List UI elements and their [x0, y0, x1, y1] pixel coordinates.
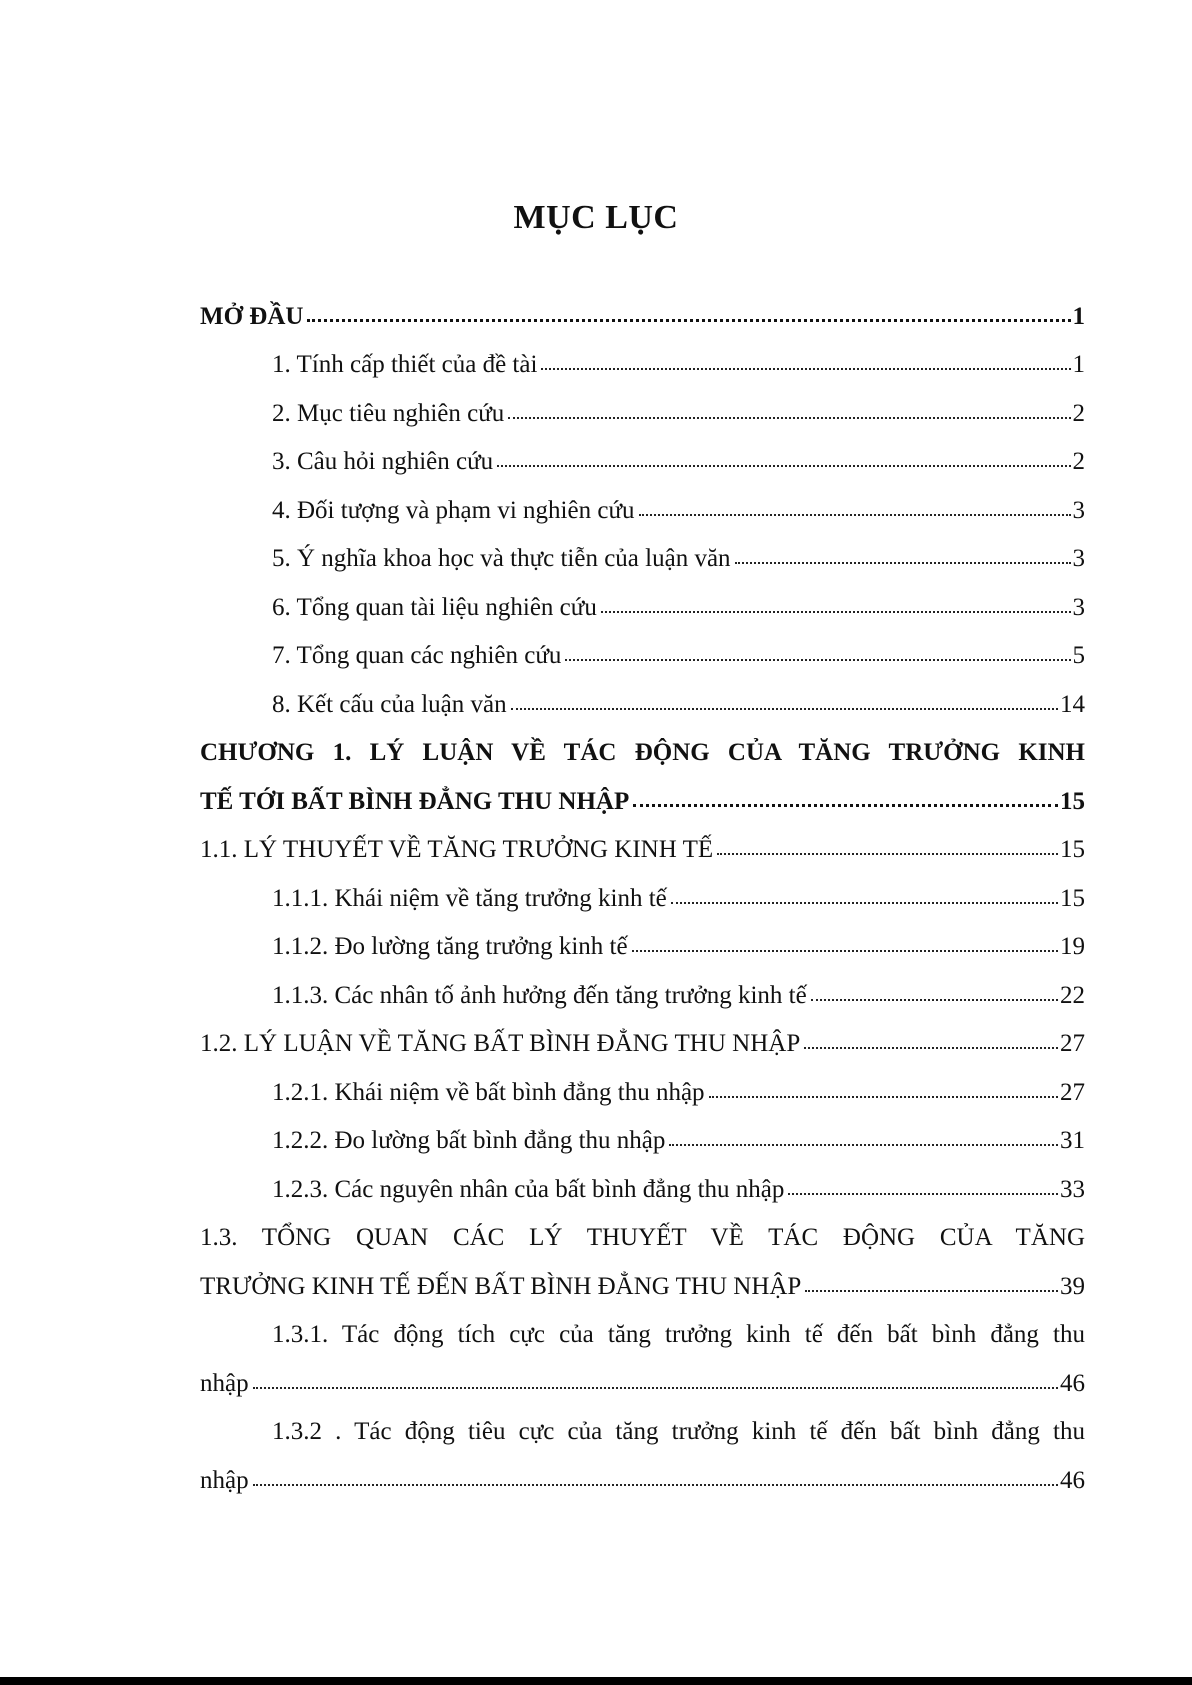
toc-entry[interactable] — [200, 1124, 1085, 1158]
toc-entry-text: 1.1.3. Các nhân tố ảnh hưởng đến tăng trưởng kinh tế — [272, 982, 807, 1009]
toc-entry[interactable] — [200, 397, 1085, 431]
toc-entry[interactable] — [200, 1173, 1085, 1207]
toc-chapter-heading-line2[interactable] — [200, 785, 1085, 819]
toc-page-number: 3 — [1072, 497, 1085, 524]
toc-entry-text: 1.1. LÝ THUYẾT VỀ TĂNG TRƯỞNG KINH TẾ — [200, 836, 714, 863]
toc-entry-mo-dau[interactable] — [200, 300, 1085, 334]
toc-entry[interactable] — [200, 930, 1085, 964]
toc-page-number: 15 — [1060, 836, 1085, 863]
toc-entry-text: 7. Tổng quan các nghiên cứu — [272, 642, 562, 669]
toc-entry-text: nhập — [200, 1467, 249, 1494]
dot-leader — [671, 884, 1058, 906]
toc-page-number: 46 — [1060, 1467, 1085, 1494]
dot-leader — [639, 496, 1071, 518]
dot-leader — [511, 690, 1058, 712]
toc-chapter-heading-line1[interactable] — [200, 736, 1085, 770]
toc-entry-text: 1.3.1. Tác động tích cực của tăng trưởng kinh tế đến bất bình đẳng thu — [272, 1321, 1085, 1348]
dot-leader — [541, 350, 1070, 372]
dot-leader — [717, 835, 1058, 857]
toc-page-number: 22 — [1060, 982, 1085, 1009]
toc-page-number: 31 — [1060, 1127, 1085, 1154]
toc-page-number: 2 — [1072, 400, 1085, 427]
toc-entry-text: MỞ ĐẦU — [200, 303, 304, 330]
toc-entry-text: 1.1.1. Khái niệm về tăng trưởng kinh tế — [272, 885, 667, 912]
toc-entry-text: 1.2.3. Các nguyên nhân của bất bình đẳng thu nhập — [272, 1176, 785, 1203]
dot-leader — [307, 302, 1070, 324]
toc-entry-text: 5. Ý nghĩa khoa học và thực tiễn của luận văn — [272, 545, 731, 572]
toc-entry-text: 1.3.2 . Tác động tiêu cực của tăng trưởng kinh tế đến bất bình đẳng thu — [272, 1418, 1085, 1445]
dot-leader — [253, 1369, 1058, 1391]
toc-entry-text: 4. Đối tượng và phạm vi nghiên cứu — [272, 497, 635, 524]
dot-leader — [804, 1029, 1058, 1051]
toc-section-1-2[interactable] — [200, 1027, 1085, 1061]
toc-entry-text: TRƯỞNG KINH TẾ ĐẾN BẤT BÌNH ĐẲNG THU NHẬP — [200, 1273, 802, 1300]
dot-leader — [632, 932, 1058, 954]
toc-entry-text: TẾ TỚI BẤT BÌNH ĐẲNG THU NHẬP — [200, 788, 630, 815]
toc-page-number: 27 — [1060, 1079, 1085, 1106]
toc-page-number: 15 — [1060, 788, 1085, 815]
toc-page-number: 3 — [1072, 594, 1085, 621]
toc-entry[interactable] — [200, 542, 1085, 576]
toc-section-1-3-line1[interactable] — [200, 1221, 1085, 1255]
toc-entry-1-3-1-line1[interactable] — [200, 1318, 1085, 1352]
toc-page-number: 39 — [1060, 1273, 1085, 1300]
toc-page-number: 27 — [1060, 1030, 1085, 1057]
dot-leader — [508, 399, 1070, 421]
dot-leader — [735, 544, 1071, 566]
dot-leader — [669, 1126, 1058, 1148]
toc-entry-text: 1. Tính cấp thiết của đề tài — [272, 351, 538, 378]
toc-entry[interactable] — [200, 348, 1085, 382]
toc-entry[interactable] — [200, 445, 1085, 479]
toc-entry-text: 6. Tổng quan tài liệu nghiên cứu — [272, 594, 597, 621]
toc-page-number: 46 — [1060, 1370, 1085, 1397]
dot-leader — [709, 1078, 1058, 1100]
toc-page-number: 2 — [1072, 448, 1085, 475]
dot-leader — [497, 447, 1070, 469]
toc-section-1-3-line2[interactable] — [200, 1270, 1085, 1304]
toc-entry-1-3-2-line1[interactable] — [200, 1415, 1085, 1449]
dot-leader — [633, 787, 1058, 809]
toc-entry[interactable] — [200, 688, 1085, 722]
toc-entry-text: 1.2.2. Đo lường bất bình đẳng thu nhập — [272, 1127, 666, 1154]
toc-page-number: 15 — [1060, 885, 1085, 912]
dot-leader — [253, 1466, 1058, 1488]
toc-entry[interactable] — [200, 979, 1085, 1013]
toc-entry-text: CHƯƠNG 1. LÝ LUẬN VỀ TÁC ĐỘNG CỦA TĂNG TRƯỞNG KINH — [200, 739, 1085, 766]
dot-leader — [805, 1272, 1058, 1294]
toc-entry-text: 1.2. LÝ LUẬN VỀ TĂNG BẤT BÌNH ĐẲNG THU NHẬP — [200, 1030, 801, 1057]
toc-entry-1-3-2-line2[interactable] — [200, 1464, 1085, 1498]
toc-page-number: 3 — [1072, 545, 1085, 572]
toc-entry[interactable] — [200, 639, 1085, 673]
dot-leader — [788, 1175, 1058, 1197]
dot-leader — [811, 981, 1058, 1003]
toc-page-number: 1 — [1072, 351, 1085, 378]
dot-leader — [601, 593, 1071, 615]
toc-entry-1-3-1-line2[interactable] — [200, 1367, 1085, 1401]
page-title: MỤC LỤC — [513, 199, 679, 236]
toc-entry-text: 2. Mục tiêu nghiên cứu — [272, 400, 505, 427]
dot-leader — [565, 641, 1070, 663]
toc-section-1-1[interactable] — [200, 833, 1085, 867]
toc-page-number: 14 — [1060, 691, 1085, 718]
toc-entry[interactable] — [200, 591, 1085, 625]
toc-entry-text: nhập — [200, 1370, 249, 1397]
toc-entry[interactable] — [200, 882, 1085, 916]
toc-page-number: 33 — [1060, 1176, 1085, 1203]
toc-page-number: 19 — [1060, 933, 1085, 960]
toc-entry[interactable] — [200, 494, 1085, 528]
toc-entry-text: 1.2.1. Khái niệm về bất bình đẳng thu nhập — [272, 1079, 705, 1106]
toc-entry-text: 3. Câu hỏi nghiên cứu — [272, 448, 494, 475]
toc-entry[interactable] — [200, 1076, 1085, 1110]
toc-entry-text: 1.3. TỔNG QUAN CÁC LÝ THUYẾT VỀ TÁC ĐỘNG CỦA TĂNG — [200, 1224, 1085, 1251]
toc-page-number: 1 — [1072, 303, 1085, 330]
toc-entry-text: 1.1.2. Đo lường tăng trưởng kinh tế — [272, 933, 628, 960]
toc-page-number: 5 — [1072, 642, 1085, 669]
bottom-edge-bar — [0, 1677, 1192, 1685]
toc-entry-text: 8. Kết cấu của luận văn — [272, 691, 507, 718]
